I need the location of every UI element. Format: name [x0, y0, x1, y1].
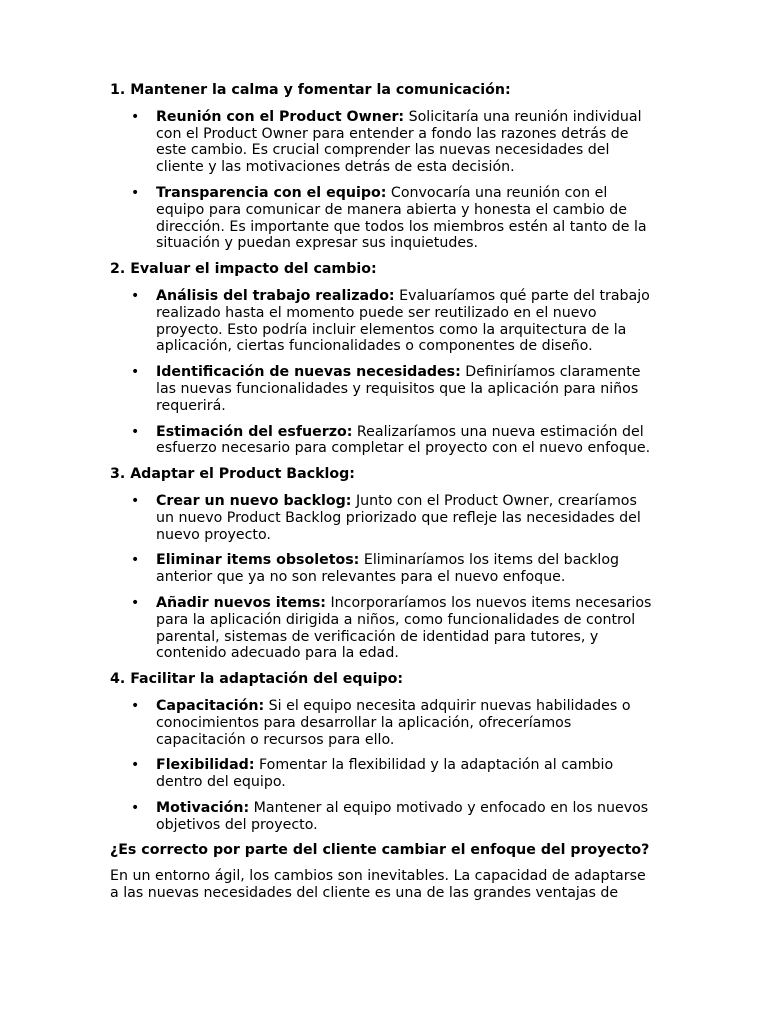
- item-text: Si el equipo necesita adquirir nuevas habilidades o conocimientos para desarrollar la aplicación, ofreceríamos capacitación o recursos para ello.: [156, 697, 631, 748]
- section-heading: 1. Mantener la calma y fomentar la comunicación:: [110, 82, 511, 98]
- item-term: Reunión con el Product Owner:: [156, 108, 405, 125]
- section-heading: 2. Evaluar el impacto del cambio:: [110, 261, 377, 278]
- item-text: Realizaríamos una nueva estimación del esfuerzo necesario para completar el proyecto con el nuevo enfoque.: [156, 423, 651, 457]
- bullet-icon: •: [131, 697, 140, 714]
- item-term: Añadir nuevos items:: [156, 594, 326, 611]
- bullet-icon: •: [131, 799, 140, 816]
- list-item: [110, 364, 658, 414]
- bullet-icon: •: [131, 552, 140, 569]
- list-item: [110, 800, 658, 834]
- bullet-list: [110, 288, 658, 457]
- item-term: Identificación de nuevas necesidades:: [156, 364, 461, 381]
- document-page: [110, 82, 658, 902]
- list-item: [110, 288, 658, 355]
- item-term: Análisis del trabajo realizado:: [156, 287, 395, 304]
- bullet-icon: •: [131, 594, 140, 611]
- list-item: [110, 757, 658, 791]
- bullet-icon: •: [131, 757, 140, 774]
- bullet-list: [110, 109, 658, 252]
- bullet-icon: •: [131, 184, 140, 201]
- item-text: Definiríamos claramente las nuevas funcionalidades y requisitos que la aplicación para niños requerirá.: [156, 364, 641, 414]
- item-text: Mantener al equipo motivado y enfocado en los nuevos objetivos del proyecto.: [156, 799, 649, 833]
- list-item: [110, 595, 658, 662]
- item-term: Capacitación:: [156, 697, 265, 714]
- item-text: Eliminaríamos los items del backlog anterior que ya no son relevantes para el nuevo enfoque.: [156, 552, 620, 586]
- question-heading: ¿Es correcto por parte del cliente cambiar el enfoque del proyecto?: [110, 842, 650, 859]
- list-item: [110, 552, 658, 586]
- item-text: Solicitaría una reunión individual con el Product Owner para entender a fondo las razones detrás de este cambio. Es crucial comprender las nuevas necesidades del cliente y las motivaciones detrás de esta decisión.: [156, 108, 642, 176]
- item-text: Convocaría una reunión con el equipo para comunicar de manera abierta y honesta el cambio de dirección. Es importante que todos los miembros estén al tanto de la situación y puedan expresar sus inquietudes.: [156, 184, 647, 252]
- bullet-icon: •: [131, 492, 140, 509]
- item-text: Fomentar la flexibilidad y la adaptación al cambio dentro del equipo.: [156, 757, 614, 791]
- section-heading: 4. Facilitar la adaptación del equipo:: [110, 671, 404, 688]
- item-text: Evaluaríamos qué parte del trabajo realizado hasta el momento puede ser reutilizado en el nuevo proyecto. Esto podría incluir elementos como la arquitectura de la aplicación, ciertas funcionalidades o componentes de diseño.: [156, 287, 650, 355]
- item-term: Flexibilidad:: [156, 757, 255, 774]
- list-item: [110, 109, 658, 176]
- item-text: Junto con el Product Owner, crearíamos un nuevo Product Backlog priorizado que refleje las necesidades del nuevo proyecto.: [156, 492, 641, 543]
- list-item: [110, 185, 658, 252]
- section-heading: 3. Adaptar el Product Backlog:: [110, 466, 355, 483]
- item-term: Eliminar items obsoletos:: [156, 552, 360, 569]
- list-item: [110, 698, 658, 748]
- item-term: Estimación del esfuerzo:: [156, 423, 353, 440]
- item-text: Incorporaríamos los nuevos items necesarios para la aplicación dirigida a niños, como funcionalidades de control parental, sistemas de verificación de identidad para tutores, y contenido adecuado para la edad.: [156, 594, 652, 662]
- item-term: Crear un nuevo backlog:: [156, 492, 352, 509]
- bullet-icon: •: [131, 364, 140, 381]
- item-term: Transparencia con el equipo:: [156, 184, 387, 201]
- body-paragraph: En un entorno ágil, los cambios son inevitables. La capacidad de adaptarse a las nuevas necesidades del cliente es una de las grandes ventajas de: [110, 868, 646, 902]
- list-item: [110, 493, 658, 543]
- item-term: Motivación:: [156, 799, 250, 816]
- bullet-list: [110, 493, 658, 662]
- list-item: [110, 424, 658, 458]
- bullet-list: [110, 698, 658, 834]
- bullet-icon: •: [131, 108, 140, 125]
- bullet-icon: •: [131, 287, 140, 304]
- bullet-icon: •: [131, 423, 140, 440]
